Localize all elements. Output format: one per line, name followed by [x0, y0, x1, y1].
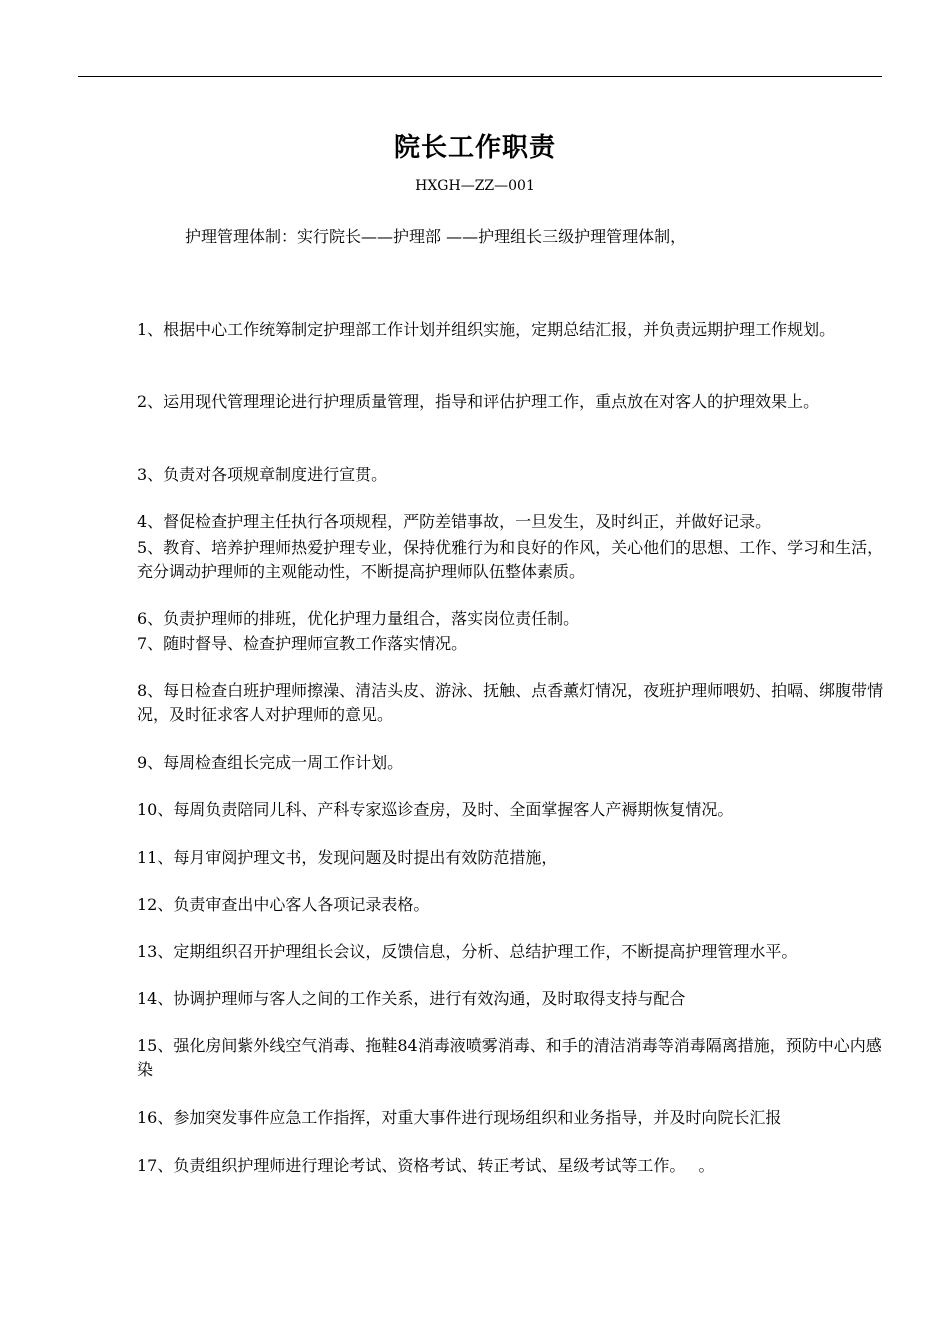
document-code: HXGH—ZZ—001	[415, 178, 535, 194]
duty-item-2: 2、运用现代管理理论进行护理质量管理，指导和评估护理工作，重点放在对客人的护理效果上。	[137, 392, 820, 411]
duty-item-7: 7、随时督导、检查护理师宣教工作落实情况。	[137, 634, 468, 653]
duty-item-13: 13、定期组织召开护理组长会议，反馈信息，分析、总结护理工作，不断提高护理管理水平。	[137, 942, 798, 961]
header-rule	[78, 76, 882, 77]
duty-item-17: 17、负责组织护理师进行理论考试、资格考试、转正考试、星级考试等工作。 。	[137, 1156, 715, 1175]
duty-item-15: 15、强化房间紫外线空气消毒、拖鞋84消毒液喷雾消毒、和手的清洁消毒等消毒隔离措施，预防中心内感染	[137, 1036, 882, 1079]
duty-item-4: 4、督促检查护理主任执行各项规程，严防差错事故，一旦发生，及时纠正，并做好记录。	[137, 512, 772, 531]
duty-item-11: 11、每月审阅护理文书，发现问题及时提出有效防范措施，	[137, 848, 558, 867]
duty-item-9: 9、每周检查组长完成一周工作计划。	[137, 753, 404, 772]
duty-item-6: 6、负责护理师的排班，优化护理力量组合，落实岗位责任制。	[137, 609, 580, 628]
duty-item-8: 8、每日检查白班护理师擦澡、清洁头皮、游泳、抚触、点香薰灯情况，夜班护理师喂奶、拍嗝、绑腹带情况，及时征求客人对护理师的意见。	[137, 681, 884, 724]
duty-item-5: 5、教育、培养护理师热爱护理专业，保持优雅行为和良好的作风，关心他们的思想、工作、学习和生活，充分调动护理师的主观能动性，不断提高护理师队伍整体素质。	[137, 538, 884, 581]
duty-item-1: 1、根据中心工作统筹制定护理部工作计划并组织实施，定期总结汇报，并负责远期护理工作规划。	[137, 320, 836, 339]
management-system-line: 护理管理体制：实行院长——护理部 ——护理组长三级护理管理体制，	[185, 227, 687, 246]
duty-item-3: 3、负责对各项规章制度进行宣贯。	[137, 465, 388, 484]
document-title: 院长工作职责	[393, 133, 556, 163]
duty-item-12: 12、负责审查出中心客人各项记录表格。	[137, 895, 430, 914]
duty-item-10: 10、每周负责陪同儿科、产科专家巡诊查房，及时、全面掌握客人产褥期恢复情况。	[137, 800, 734, 819]
duty-item-16: 16、参加突发事件应急工作指挥，对重大事件进行现场组织和业务指导，并及时向院长汇报	[137, 1108, 782, 1127]
duty-item-14: 14、协调护理师与客人之间的工作关系，进行有效沟通，及时取得支持与配合	[137, 989, 686, 1008]
